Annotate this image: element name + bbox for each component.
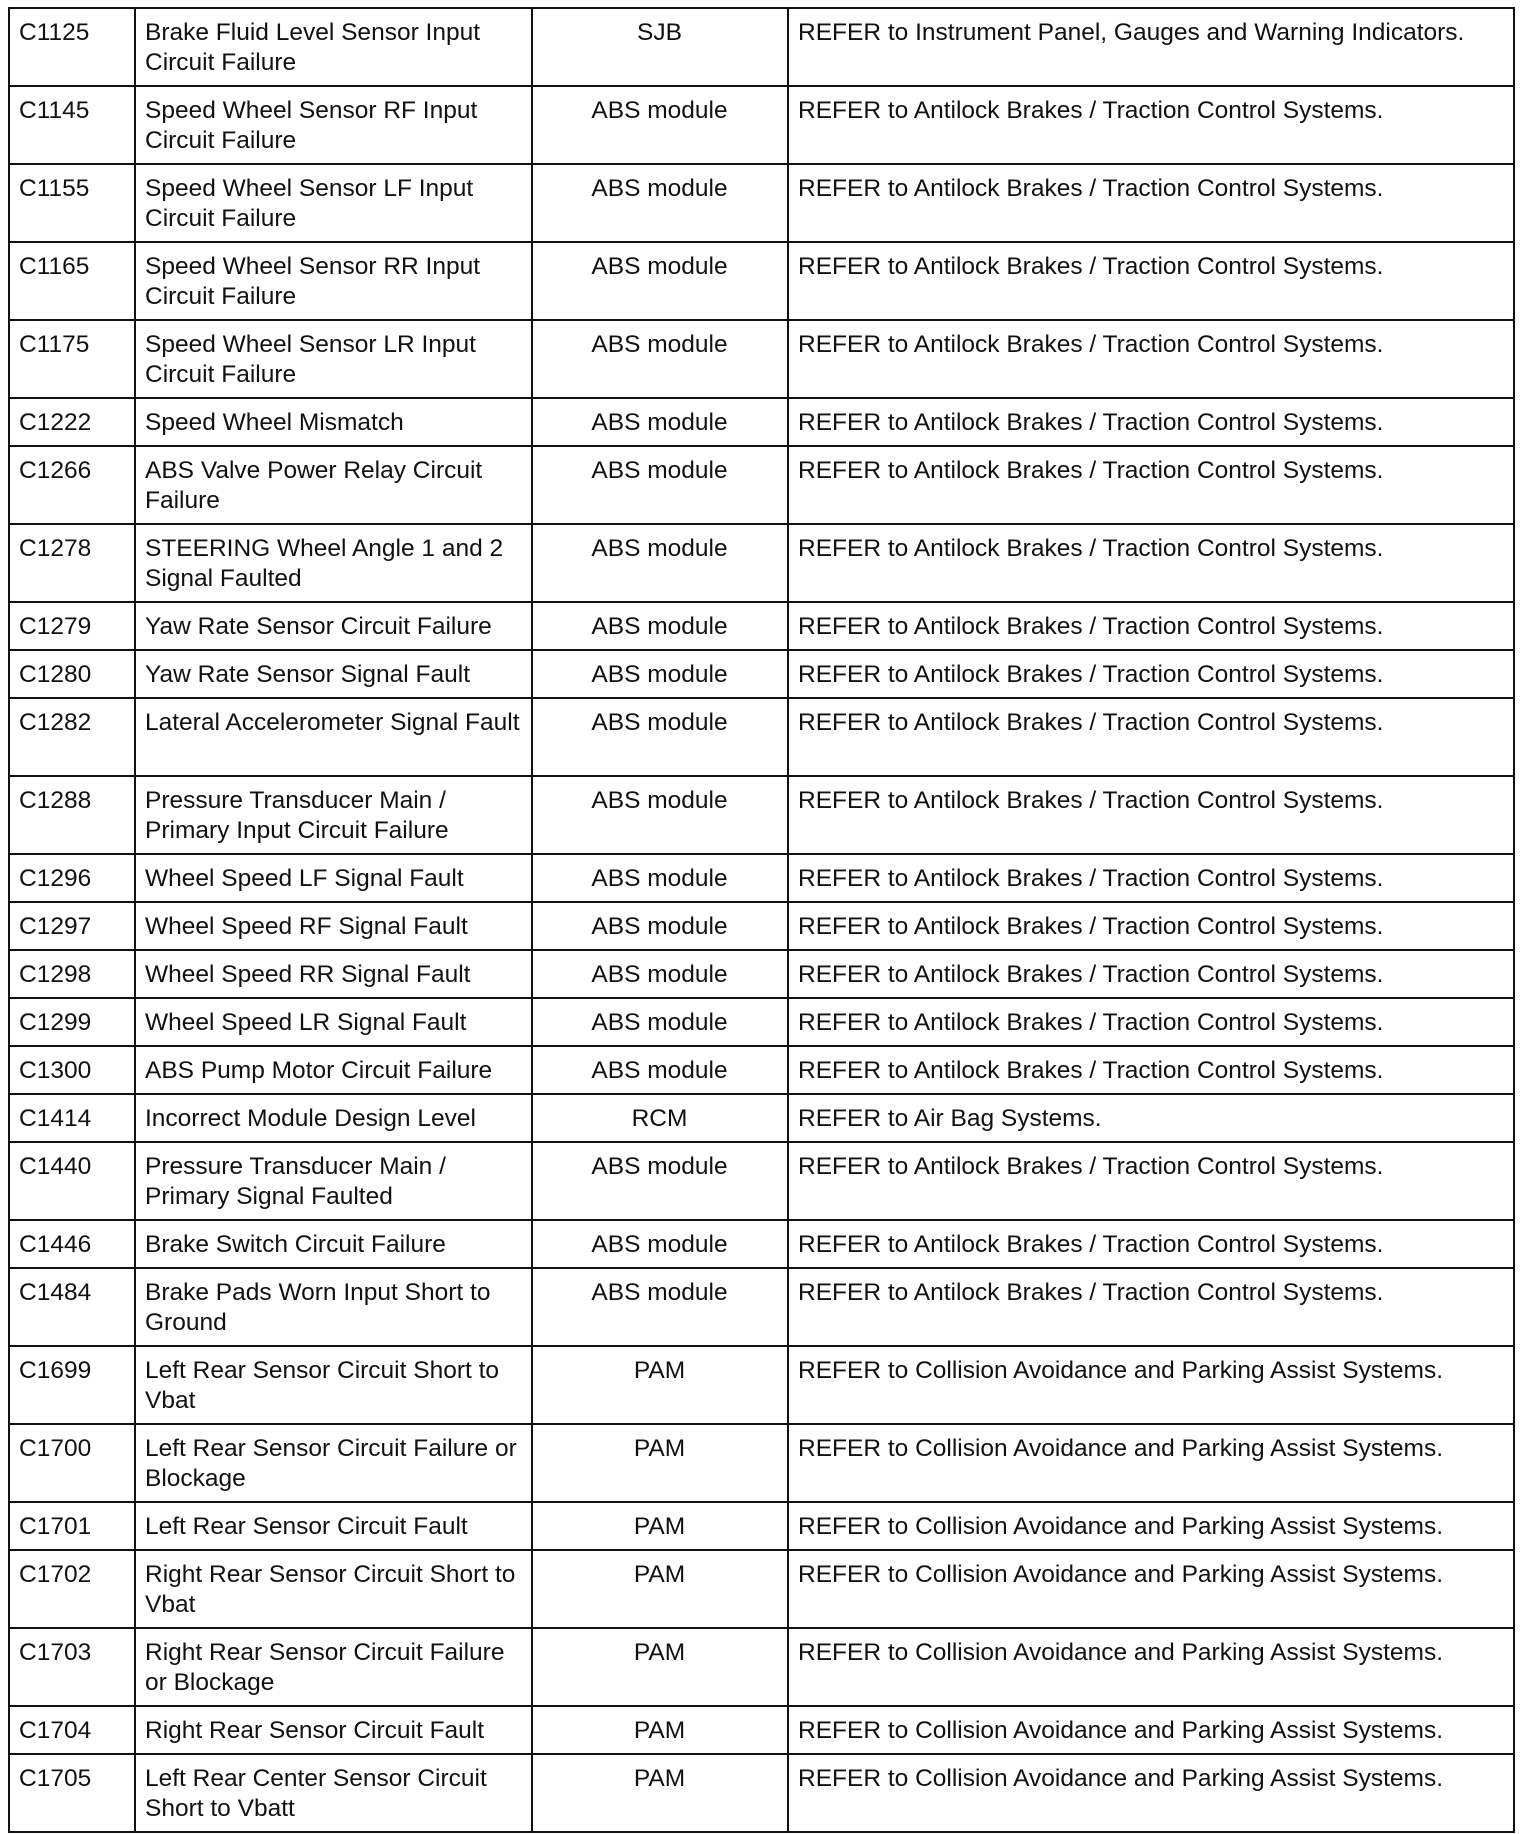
description-cell: Incorrect Module Design Level <box>135 1094 532 1142</box>
dtc-code-cell: C1440 <box>9 1142 135 1220</box>
table-row <box>9 698 1514 776</box>
dtc-code-cell: C1280 <box>9 650 135 698</box>
module-cell: PAM <box>532 1706 788 1754</box>
description-cell: Brake Pads Worn Input Short to Ground <box>135 1268 532 1346</box>
table-row <box>9 1142 1514 1220</box>
action-cell: REFER to Instrument Panel, Gauges and Warning Indicators. <box>788 8 1514 86</box>
module-cell: ABS module <box>532 1268 788 1346</box>
module-cell: ABS module <box>532 1046 788 1094</box>
action-cell: REFER to Antilock Brakes / Traction Control Systems. <box>788 86 1514 164</box>
action-cell: REFER to Antilock Brakes / Traction Control Systems. <box>788 242 1514 320</box>
description-cell: ABS Valve Power Relay Circuit Failure <box>135 446 532 524</box>
action-cell: REFER to Antilock Brakes / Traction Control Systems. <box>788 1268 1514 1346</box>
module-cell: ABS module <box>532 1142 788 1220</box>
dtc-code-cell: C1165 <box>9 242 135 320</box>
description-cell: Left Rear Center Sensor Circuit Short to Vbatt <box>135 1754 532 1832</box>
action-cell: REFER to Air Bag Systems. <box>788 1094 1514 1142</box>
dtc-code-cell: C1299 <box>9 998 135 1046</box>
description-cell: STEERING Wheel Angle 1 and 2 Signal Faulted <box>135 524 532 602</box>
description-cell: Right Rear Sensor Circuit Short to Vbat <box>135 1550 532 1628</box>
description-cell: Right Rear Sensor Circuit Failure or Blockage <box>135 1628 532 1706</box>
module-cell: ABS module <box>532 164 788 242</box>
description-cell: Speed Wheel Sensor LF Input Circuit Failure <box>135 164 532 242</box>
dtc-code-cell: C1703 <box>9 1628 135 1706</box>
dtc-code-cell: C1175 <box>9 320 135 398</box>
table-row <box>9 446 1514 524</box>
description-cell: Yaw Rate Sensor Signal Fault <box>135 650 532 698</box>
module-cell: ABS module <box>532 902 788 950</box>
table-row <box>9 1046 1514 1094</box>
description-cell: Left Rear Sensor Circuit Failure or Blockage <box>135 1424 532 1502</box>
table-row <box>9 776 1514 854</box>
table-row <box>9 320 1514 398</box>
dtc-code-cell: C1705 <box>9 1754 135 1832</box>
action-cell: REFER to Antilock Brakes / Traction Control Systems. <box>788 650 1514 698</box>
module-cell: ABS module <box>532 242 788 320</box>
table-row <box>9 1628 1514 1706</box>
dtc-code-cell: C1414 <box>9 1094 135 1142</box>
description-cell: Yaw Rate Sensor Circuit Failure <box>135 602 532 650</box>
dtc-code-cell: C1699 <box>9 1346 135 1424</box>
dtc-code-cell: C1701 <box>9 1502 135 1550</box>
action-cell: REFER to Antilock Brakes / Traction Control Systems. <box>788 1046 1514 1094</box>
action-cell: REFER to Antilock Brakes / Traction Control Systems. <box>788 1142 1514 1220</box>
module-cell: ABS module <box>532 998 788 1046</box>
module-cell: PAM <box>532 1550 788 1628</box>
dtc-code-cell: C1145 <box>9 86 135 164</box>
description-cell: Brake Switch Circuit Failure <box>135 1220 532 1268</box>
table-row <box>9 1220 1514 1268</box>
dtc-code-cell: C1702 <box>9 1550 135 1628</box>
action-cell: REFER to Antilock Brakes / Traction Control Systems. <box>788 854 1514 902</box>
action-cell: REFER to Antilock Brakes / Traction Control Systems. <box>788 1220 1514 1268</box>
module-cell: ABS module <box>532 524 788 602</box>
table-row <box>9 650 1514 698</box>
module-cell: ABS module <box>532 854 788 902</box>
action-cell: REFER to Antilock Brakes / Traction Control Systems. <box>788 164 1514 242</box>
action-cell: REFER to Collision Avoidance and Parking Assist Systems. <box>788 1706 1514 1754</box>
table-row <box>9 602 1514 650</box>
module-cell: RCM <box>532 1094 788 1142</box>
module-cell: PAM <box>532 1346 788 1424</box>
action-cell: REFER to Antilock Brakes / Traction Control Systems. <box>788 698 1514 776</box>
action-cell: REFER to Antilock Brakes / Traction Control Systems. <box>788 902 1514 950</box>
description-cell: Pressure Transducer Main / Primary Input Circuit Failure <box>135 776 532 854</box>
description-cell: Speed Wheel Sensor LR Input Circuit Failure <box>135 320 532 398</box>
table-row <box>9 242 1514 320</box>
description-cell: Speed Wheel Sensor RF Input Circuit Failure <box>135 86 532 164</box>
table-row <box>9 86 1514 164</box>
action-cell: REFER to Antilock Brakes / Traction Control Systems. <box>788 398 1514 446</box>
module-cell: PAM <box>532 1424 788 1502</box>
table-row <box>9 1754 1514 1832</box>
module-cell: ABS module <box>532 950 788 998</box>
dtc-code-cell: C1278 <box>9 524 135 602</box>
table-row <box>9 902 1514 950</box>
description-cell: Brake Fluid Level Sensor Input Circuit Failure <box>135 8 532 86</box>
action-cell: REFER to Antilock Brakes / Traction Control Systems. <box>788 602 1514 650</box>
table-row <box>9 1094 1514 1142</box>
table-row <box>9 854 1514 902</box>
table-row <box>9 1706 1514 1754</box>
action-cell: REFER to Antilock Brakes / Traction Control Systems. <box>788 320 1514 398</box>
action-cell: REFER to Antilock Brakes / Traction Control Systems. <box>788 524 1514 602</box>
dtc-code-cell: C1288 <box>9 776 135 854</box>
dtc-code-cell: C1155 <box>9 164 135 242</box>
action-cell: REFER to Collision Avoidance and Parking Assist Systems. <box>788 1628 1514 1706</box>
dtc-code-cell: C1298 <box>9 950 135 998</box>
description-cell: Left Rear Sensor Circuit Fault <box>135 1502 532 1550</box>
module-cell: ABS module <box>532 1220 788 1268</box>
module-cell: SJB <box>532 8 788 86</box>
dtc-code-cell: C1484 <box>9 1268 135 1346</box>
description-cell: ABS Pump Motor Circuit Failure <box>135 1046 532 1094</box>
dtc-code-cell: C1222 <box>9 398 135 446</box>
table-row <box>9 1550 1514 1628</box>
dtc-code-cell: C1282 <box>9 698 135 776</box>
description-cell: Pressure Transducer Main / Primary Signal Faulted <box>135 1142 532 1220</box>
module-cell: ABS module <box>532 776 788 854</box>
description-cell: Wheel Speed RF Signal Fault <box>135 902 532 950</box>
description-cell: Wheel Speed LR Signal Fault <box>135 998 532 1046</box>
description-cell: Wheel Speed LF Signal Fault <box>135 854 532 902</box>
action-cell: REFER to Collision Avoidance and Parking Assist Systems. <box>788 1754 1514 1832</box>
action-cell: REFER to Collision Avoidance and Parking Assist Systems. <box>788 1550 1514 1628</box>
dtc-code-cell: C1704 <box>9 1706 135 1754</box>
action-cell: REFER to Collision Avoidance and Parking Assist Systems. <box>788 1346 1514 1424</box>
action-cell: REFER to Antilock Brakes / Traction Control Systems. <box>788 776 1514 854</box>
table-row <box>9 1346 1514 1424</box>
description-cell: Left Rear Sensor Circuit Short to Vbat <box>135 1346 532 1424</box>
dtc-code-cell: C1700 <box>9 1424 135 1502</box>
table-row <box>9 8 1514 86</box>
dtc-code-cell: C1446 <box>9 1220 135 1268</box>
description-cell: Wheel Speed RR Signal Fault <box>135 950 532 998</box>
action-cell: REFER to Antilock Brakes / Traction Control Systems. <box>788 446 1514 524</box>
module-cell: ABS module <box>532 446 788 524</box>
dtc-code-cell: C1279 <box>9 602 135 650</box>
description-cell: Right Rear Sensor Circuit Fault <box>135 1706 532 1754</box>
table-row <box>9 524 1514 602</box>
table-row <box>9 1424 1514 1502</box>
module-cell: PAM <box>532 1754 788 1832</box>
dtc-code-cell: C1297 <box>9 902 135 950</box>
module-cell: ABS module <box>532 86 788 164</box>
action-cell: REFER to Collision Avoidance and Parking Assist Systems. <box>788 1502 1514 1550</box>
module-cell: ABS module <box>532 698 788 776</box>
table-row <box>9 164 1514 242</box>
module-cell: ABS module <box>532 320 788 398</box>
module-cell: PAM <box>532 1628 788 1706</box>
description-cell: Speed Wheel Mismatch <box>135 398 532 446</box>
description-cell: Speed Wheel Sensor RR Input Circuit Failure <box>135 242 532 320</box>
dtc-table <box>8 7 1515 1833</box>
action-cell: REFER to Antilock Brakes / Traction Control Systems. <box>788 998 1514 1046</box>
table-row <box>9 1502 1514 1550</box>
action-cell: REFER to Collision Avoidance and Parking Assist Systems. <box>788 1424 1514 1502</box>
module-cell: PAM <box>532 1502 788 1550</box>
table-row <box>9 950 1514 998</box>
table-row <box>9 1268 1514 1346</box>
module-cell: ABS module <box>532 602 788 650</box>
table-row <box>9 398 1514 446</box>
module-cell: ABS module <box>532 650 788 698</box>
dtc-code-cell: C1125 <box>9 8 135 86</box>
module-cell: ABS module <box>532 398 788 446</box>
description-cell: Lateral Accelerometer Signal Fault <box>135 698 532 776</box>
dtc-code-cell: C1266 <box>9 446 135 524</box>
action-cell: REFER to Antilock Brakes / Traction Control Systems. <box>788 950 1514 998</box>
table-row <box>9 998 1514 1046</box>
dtc-code-cell: C1300 <box>9 1046 135 1094</box>
dtc-code-cell: C1296 <box>9 854 135 902</box>
